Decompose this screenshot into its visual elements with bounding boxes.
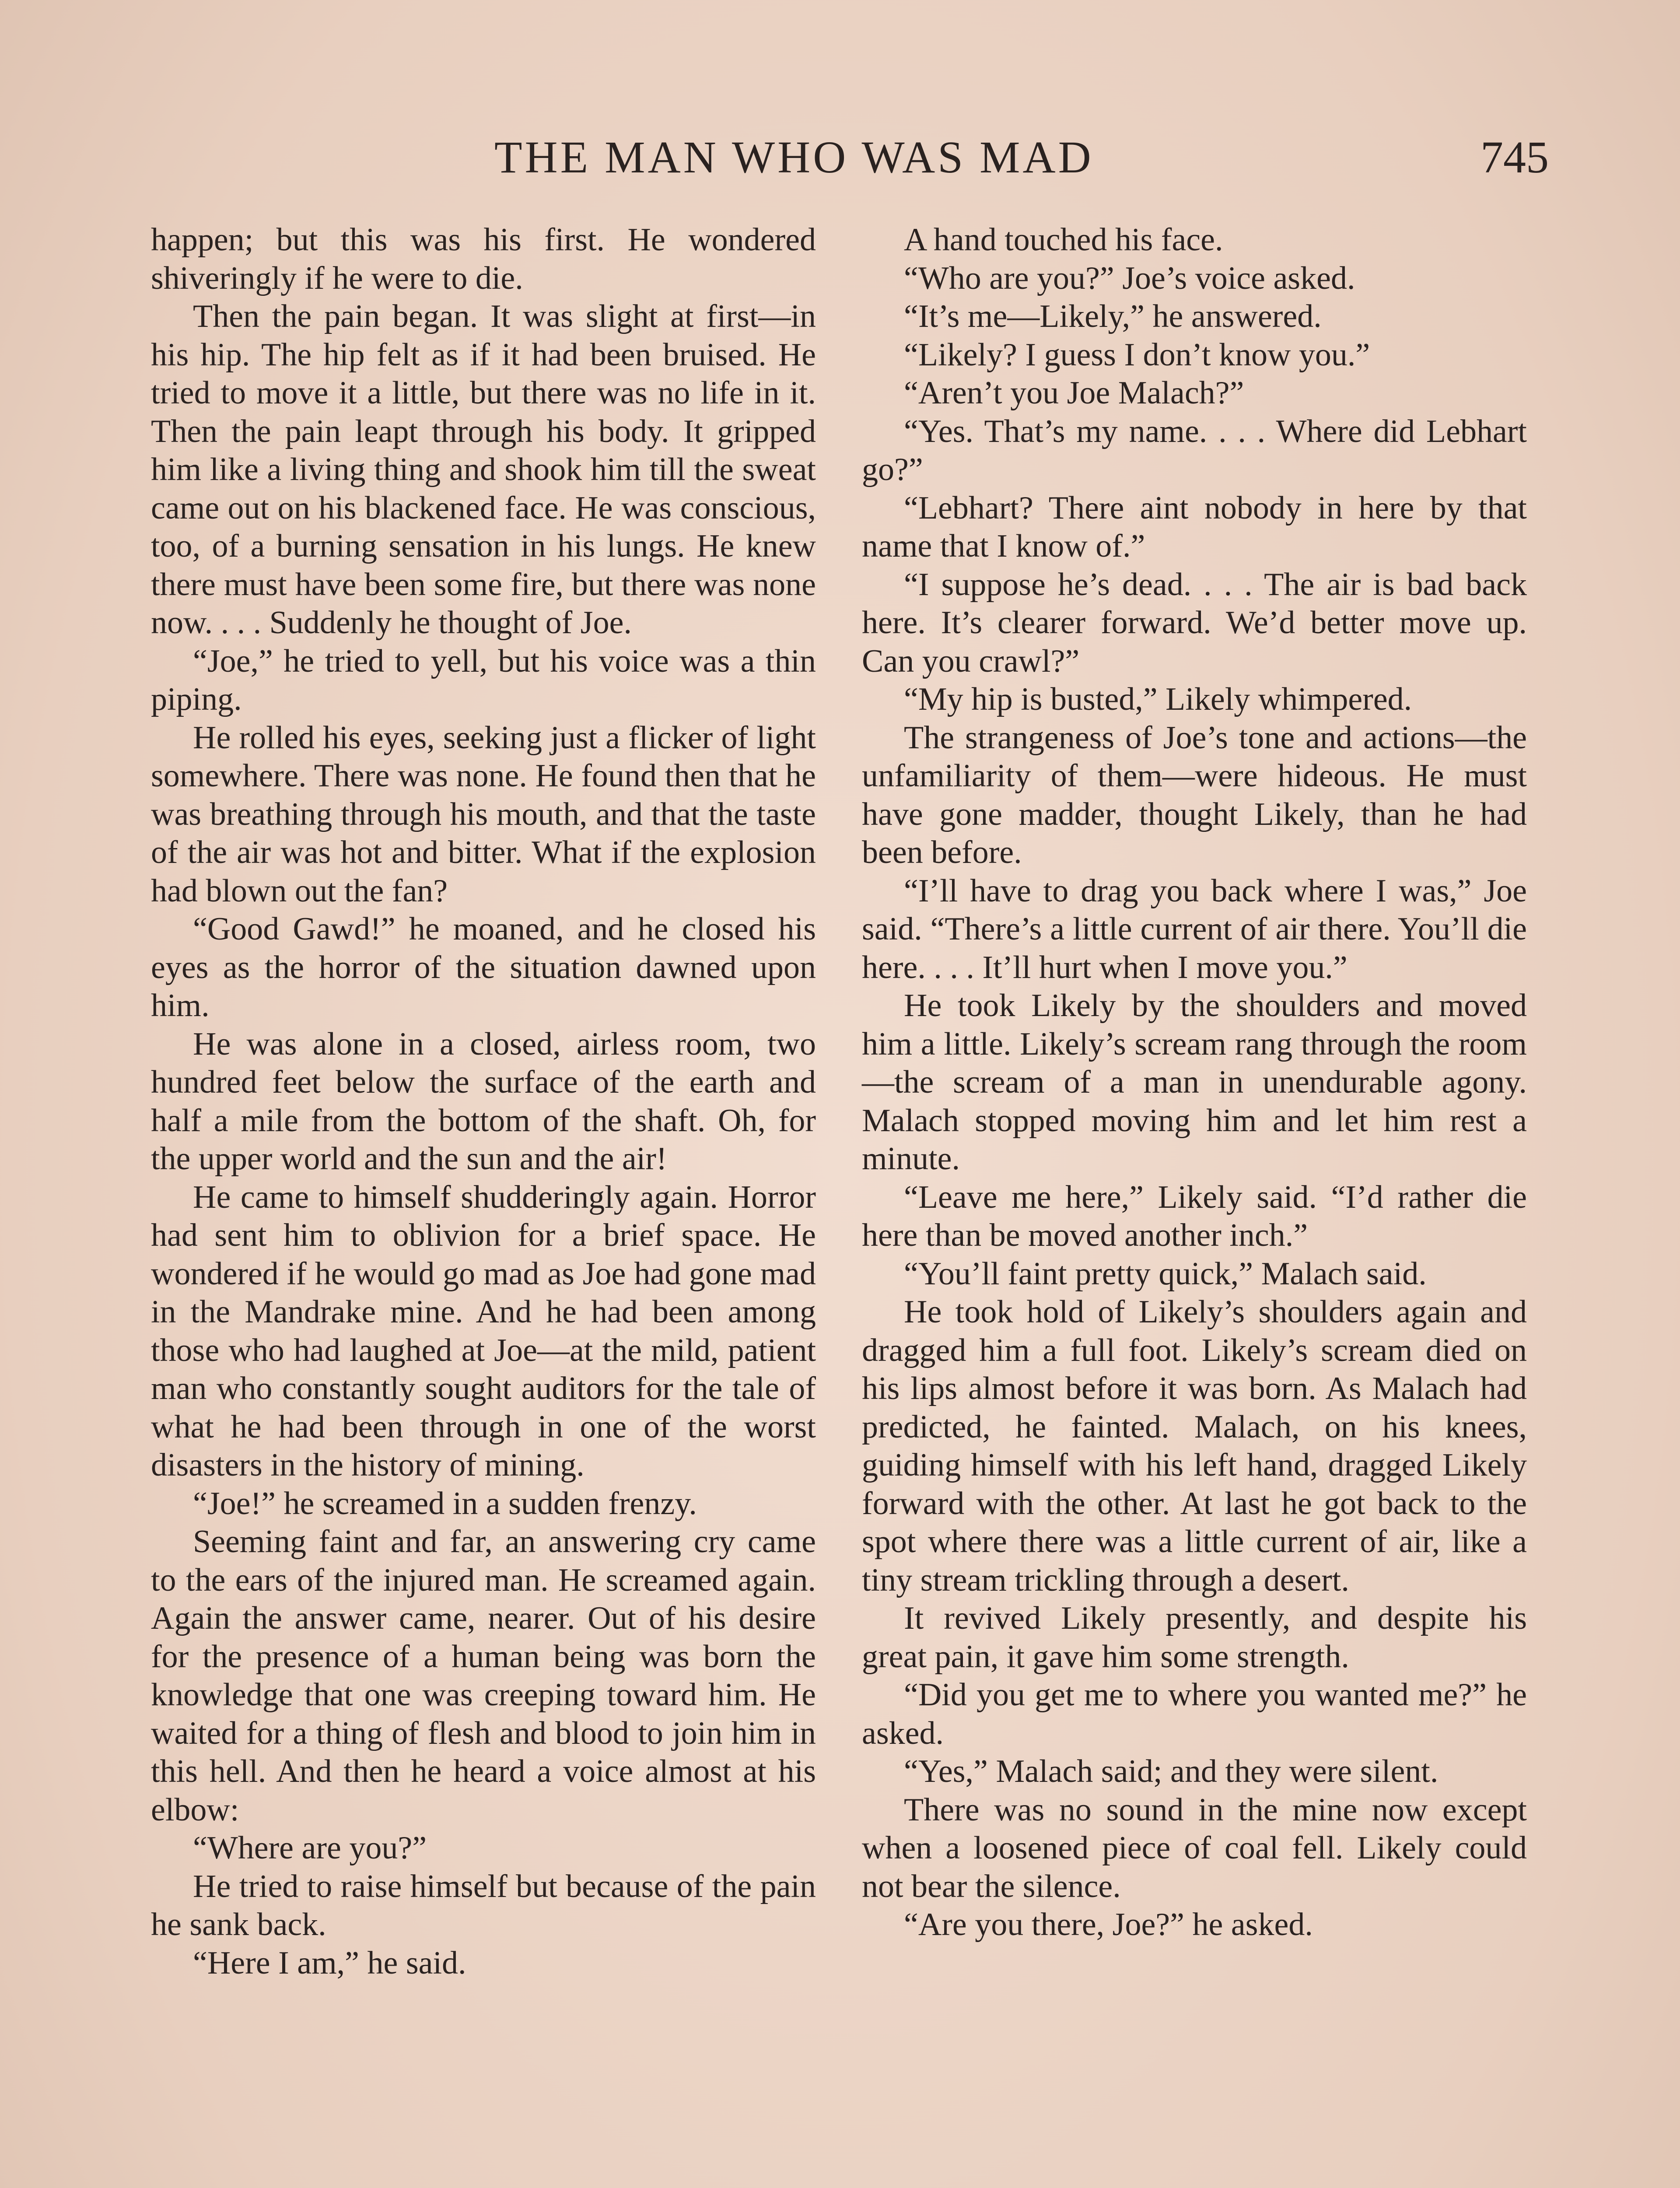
paragraph: “Who are you?” Joe’s voice asked. <box>904 260 1355 296</box>
paragraph: Seeming faint and far, an answering cry came to the ears of the injured man. He screamed again. Again the answer came, nearer. Out of his desire for the presence of a human being was born the knowledge that one was creeping toward him. He waited for a thing of flesh and blood to join him in this hell. And then he heard a voice almost at his elbow: <box>151 1524 816 1828</box>
paragraph: It revived Likely presently, and despite his great pain, it gave him some strength. <box>862 1600 1527 1675</box>
paragraph: “Are you there, Joe?” he asked. <box>904 1907 1313 1943</box>
paragraph: “It’s me—Likely,” he answered. <box>904 298 1322 334</box>
paragraph: “Where are you?” <box>193 1830 427 1866</box>
paragraph: He rolled his eyes, seeking just a flicker of light somewhere. There was none. He found then that he was breathing through his mouth, and that the taste of the air was hot and bitter. What if the explosion had blown out the fan? <box>151 719 816 909</box>
paragraph: “Lebhart? There aint nobody in here by that name that I know of.” <box>862 490 1527 564</box>
paragraph: A hand touched his face. <box>904 222 1223 258</box>
paragraph: He tried to raise himself but because of the pain he sank back. <box>151 1868 816 1943</box>
paragraph: “My hip is busted,” Likely whimpered. <box>904 681 1412 717</box>
paragraph: He came to himself shudderingly again. Horror had sent him to oblivion for a brief space. He wondered if he would go mad as Joe had gone mad in the Mandrake mine. And he had been among those who had laughed at Joe—at the mild, patient man who constantly sought auditors for the tale of what he had been through in one of the worst disasters in the history of mining. <box>151 1179 816 1483</box>
paragraph: “Joe,” he tried to yell, but his voice was a thin piping. <box>151 643 816 717</box>
paragraph: Then the pain began. It was slight at first—in his hip. The hip felt as if it had been bruised. He tried to move it a little, but there was no life in it. Then the pain leapt through his body. It gripped him like a living thing and shook him till the sweat came out on his blackened face. He was conscious, too, of a burning sensation in his lungs. He knew there must have been some fire, but there was none now. . . . Suddenly he thought of Joe. <box>151 298 816 641</box>
left-text-column <box>151 221 816 1982</box>
paragraph: “Joe!” he screamed in a sudden frenzy. <box>193 1485 697 1522</box>
paragraph: He took Likely by the shoulders and moved him a little. Likely’s scream rang through the room—the scream of a man in unendurable agony. Malach stopped moving him and let him rest a minute. <box>862 988 1527 1177</box>
paragraph: “Here I am,” he said. <box>193 1945 466 1981</box>
page-number: 745 <box>1480 132 1549 182</box>
paragraph: “Aren’t you Joe Malach?” <box>904 375 1244 411</box>
paragraph: The strangeness of Joe’s tone and actions—the unfamiliarity of them—were hideous. He must have gone madder, thought Likely, than he had been before. <box>862 719 1527 870</box>
paragraph: There was no sound in the mine now except when a loosened piece of coal fell. Likely could not bear the silence. <box>862 1792 1527 1904</box>
paragraph: “You’ll faint pretty quick,” Malach said. <box>904 1255 1427 1292</box>
paragraph: “Yes,” Malach said; and they were silent. <box>904 1753 1438 1789</box>
paragraph: “Yes. That’s my name. . . . Where did Lebhart go?” <box>862 413 1527 487</box>
paragraph: happen; but this was his first. He wondered shiveringly if he were to die. <box>151 222 816 296</box>
paragraph: “I suppose he’s dead. . . . The air is bad back here. It’s clearer forward. We’d better move up. Can you crawl?” <box>862 566 1527 679</box>
paragraph: He took hold of Likely’s shoulders again and dragged him a full foot. Likely’s scream died on his lips almost before it was born. As Malach had predicted, he fainted. Malach, on his knees, guiding himself with his left hand, dragged Likely forward with the other. At last he got back to the spot where there was a little current of air, like a tiny stream trickling through a desert. <box>862 1294 1527 1598</box>
paragraph: “Leave me here,” Likely said. “I’d rather die here than be moved another inch.” <box>862 1179 1527 1253</box>
paragraph: He was alone in a closed, airless room, two hundred feet below the surface of the earth and half a mile from the bottom of the shaft. Oh, for the upper world and the sun and the air! <box>151 1026 816 1177</box>
running-title: THE MAN WHO WAS MAD <box>494 132 1094 182</box>
paragraph: “Good Gawd!” he moaned, and he closed his eyes as the horror of the situation dawned upon him. <box>151 911 816 1024</box>
right-text-column <box>862 221 1527 1944</box>
paragraph: “Did you get me to where you wanted me?” he asked. <box>862 1677 1527 1751</box>
running-header <box>149 127 1549 188</box>
paragraph: “Likely? I guess I don’t know you.” <box>904 337 1370 373</box>
paragraph: “I’ll have to drag you back where I was,” Joe said. “There’s a little current of air there. You’ll die here. . . . It’ll hurt when I move you.” <box>862 873 1527 985</box>
